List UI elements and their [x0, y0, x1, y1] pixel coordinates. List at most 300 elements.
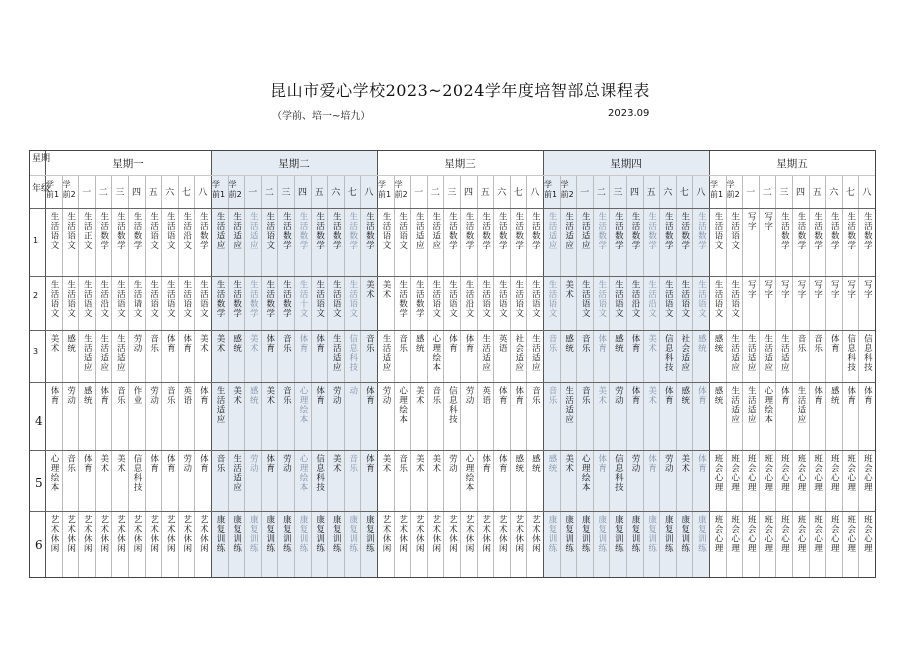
schedule-cell: 艺术休闲: [464, 515, 474, 553]
schedule-cell: 班会心理: [713, 515, 723, 553]
row-divider: [30, 577, 875, 578]
schedule-cell: 生活数学: [497, 212, 508, 250]
schedule-cell: 生活语文: [696, 280, 707, 318]
schedule-cell: 生活适应: [381, 334, 391, 372]
schedule-cell: 班会心理: [845, 515, 856, 553]
class-header: 学前1: [378, 180, 392, 199]
column-divider: [111, 175, 112, 578]
schedule-cell: 班会心理: [779, 515, 790, 553]
class-header: 四: [630, 188, 640, 198]
schedule-cell: 生活数学: [829, 212, 840, 250]
schedule-cell: 艺术休闲: [148, 515, 159, 553]
class-header: 一: [746, 188, 756, 198]
schedule-cell: 生活数学: [613, 212, 624, 250]
schedule-cell: 艺术休闲: [530, 515, 541, 553]
schedule-cell: 音乐: [580, 334, 591, 353]
schedule-cell: 作业: [132, 386, 142, 405]
schedule-cell: 美术: [198, 334, 209, 353]
class-header: 七: [181, 188, 191, 198]
schedule-cell: 音乐: [115, 386, 126, 405]
schedule-cell: 写字: [845, 280, 856, 299]
schedule-cell: 艺术休闲: [447, 515, 458, 553]
schedule-cell: 生活沿文: [181, 212, 192, 250]
schedule-cell: 生活适应: [215, 212, 225, 250]
day-header-friday: 星期五: [776, 158, 808, 170]
row-divider: [30, 330, 875, 331]
schedule-cell: 社会适应: [513, 334, 524, 372]
schedule-cell: 生活适应: [729, 386, 740, 424]
schedule-cell: 感统: [530, 454, 541, 473]
schedule-cell: 美术: [563, 454, 574, 473]
schedule-cell: 英语: [497, 334, 508, 353]
schedule-cell: 写字: [746, 280, 757, 299]
column-divider: [510, 175, 511, 578]
schedule-cell: 生活语文: [331, 280, 342, 318]
schedule-cell: 美术: [215, 334, 225, 353]
schedule-cell: 班会心理: [779, 454, 790, 492]
schedule-cell: 生活语文: [198, 280, 209, 318]
schedule-cell: 劳动: [447, 454, 458, 473]
schedule-cell: 感统: [414, 334, 425, 353]
schedule-cell: 班会心理: [746, 515, 757, 553]
schedule-cell: 班会心理: [713, 454, 723, 492]
class-header: 二: [264, 188, 274, 198]
schedule-cell: 生活沿文: [630, 280, 640, 318]
column-divider: [128, 175, 129, 578]
column-divider: [211, 151, 212, 578]
column-divider: [726, 175, 727, 578]
schedule-cell: 生活请文: [132, 280, 142, 318]
schedule-cell: 劳动: [381, 386, 391, 405]
class-header: 四: [796, 188, 806, 198]
class-header: 三: [447, 188, 457, 198]
column-divider: [427, 175, 428, 578]
schedule-cell: 艺术休闲: [98, 515, 109, 553]
class-header: 学前2: [726, 180, 740, 199]
column-divider: [560, 175, 561, 578]
schedule-cell: 英语: [480, 386, 491, 405]
corner-weekday-label: 星期: [32, 154, 51, 164]
class-header: 四: [464, 188, 474, 198]
schedule-cell: 生活语文: [264, 212, 275, 250]
schedule-cell: 艺术休闲: [82, 515, 93, 553]
schedule-cell: 信息科技: [663, 334, 674, 372]
schedule-cell: 生活语文: [148, 280, 159, 318]
class-header: 一: [580, 188, 590, 198]
schedule-cell: 生活语文: [513, 280, 524, 318]
schedule-cell: 感统: [547, 454, 557, 473]
schedule-cell: 生活语文: [729, 280, 740, 318]
column-divider: [759, 175, 760, 578]
schedule-cell: 体育: [165, 334, 176, 353]
class-header: 七: [513, 188, 523, 198]
schedule-cell: 体育: [497, 454, 508, 473]
class-header: 四: [298, 188, 308, 198]
column-divider: [709, 151, 710, 578]
schedule-cell: 生活语文: [165, 280, 176, 318]
schedule-cell: 体育: [364, 386, 375, 405]
schedule-cell: 美术: [49, 334, 59, 353]
schedule-cell: 生活语文: [547, 280, 557, 318]
class-header: 四: [132, 188, 142, 198]
schedule-cell: 艺术休闲: [414, 515, 425, 553]
schedule-cell: 康复训练: [331, 515, 342, 553]
class-header: 五: [148, 188, 158, 198]
schedule-cell: 生活语文: [713, 212, 723, 250]
column-divider: [311, 175, 312, 578]
class-header: 三: [281, 188, 291, 198]
schedule-cell: 美术: [563, 280, 574, 299]
schedule-cell: 艺术休闲: [165, 515, 176, 553]
schedule-cell: 感统: [563, 334, 574, 353]
schedule-cell: 艺术休闲: [480, 515, 491, 553]
schedule-cell: 生活数学: [812, 212, 823, 250]
schedule-cell: 体育: [314, 334, 325, 353]
schedule-cell: 生活数学: [264, 280, 275, 318]
schedule-cell: 音乐: [347, 454, 358, 473]
schedule-cell: 生活语文: [148, 212, 159, 250]
schedule-cell: 心理绘本: [464, 454, 474, 492]
schedule-cell: 音乐: [397, 454, 408, 473]
schedule-cell: 生活数学: [215, 280, 225, 318]
schedule-cell: 艺术休闲: [381, 515, 391, 553]
schedule-cell: 康复训练: [231, 515, 242, 553]
schedule-cell: 生活数学: [862, 212, 873, 250]
schedule-cell: 艺术休闲: [397, 515, 408, 553]
schedule-cell: 生活数学: [530, 212, 541, 250]
schedule-cell: 生活数学: [447, 212, 458, 250]
column-divider: [261, 175, 262, 578]
period-label: 4: [35, 414, 43, 428]
column-divider: [609, 175, 610, 578]
schedule-cell: 班会心理: [762, 515, 773, 553]
class-header: 学前2: [394, 180, 408, 199]
date-label: 2023.09: [608, 108, 650, 119]
schedule-cell: 信息科技: [862, 334, 873, 372]
schedule-cell: 心理绘本: [298, 454, 308, 492]
schedule-cell: 生活适应: [746, 334, 757, 372]
schedule-cell: 音乐: [397, 334, 408, 353]
schedule-cell: 美术: [646, 334, 657, 353]
schedule-cell: 康复训练: [563, 515, 574, 553]
schedule-cell: 生活适应: [248, 212, 259, 250]
period-label: 6: [35, 538, 43, 552]
schedule-cell: 劳动: [464, 386, 474, 405]
class-header: 三: [613, 188, 623, 198]
schedule-cell: 康复训练: [264, 515, 275, 553]
schedule-cell: 康复训练: [613, 515, 624, 553]
schedule-cell: 写字: [812, 280, 823, 299]
schedule-cell: 动: [347, 386, 358, 396]
schedule-cell: 生活沿文: [98, 280, 109, 318]
column-divider: [742, 175, 743, 578]
schedule-cell: 美术: [264, 386, 275, 405]
schedule-cell: 音乐: [281, 386, 292, 405]
schedule-cell: 体育: [98, 386, 109, 405]
schedule-cell: 劳动: [331, 386, 342, 405]
schedule-cell: 艺术休闲: [65, 515, 76, 553]
schedule-cell: 音乐: [364, 334, 375, 353]
column-divider: [394, 175, 395, 578]
schedule-cell: 生活适应: [98, 334, 109, 372]
period-label: 5: [35, 476, 43, 490]
schedule-cell: 写字: [829, 280, 840, 299]
schedule-cell: 艺术休闲: [181, 515, 192, 553]
schedule-cell: 生活十文: [298, 280, 308, 318]
schedule-cell: 英语: [181, 386, 192, 405]
schedule-cell: 生活适应: [414, 212, 425, 250]
class-header: 五: [314, 188, 324, 198]
schedule-cell: 写字: [762, 280, 773, 299]
schedule-cell: 生活语文: [713, 280, 723, 318]
column-divider: [825, 175, 826, 578]
class-header: 五: [480, 188, 490, 198]
schedule-cell: 生活数学: [646, 212, 657, 250]
schedule-cell: 生活数学: [298, 212, 308, 250]
schedule-cell: 生活适应: [82, 334, 93, 372]
schedule-cell: 生活语文: [497, 280, 508, 318]
column-divider: [543, 151, 544, 578]
schedule-cell: 康复训练: [298, 515, 308, 553]
schedule-cell: 生活数学: [779, 212, 790, 250]
row-divider: [30, 208, 875, 209]
schedule-cell: 信息科技: [347, 334, 358, 372]
schedule-cell: 艺术休闲: [497, 515, 508, 553]
schedule-cell: 体育: [696, 454, 707, 473]
schedule-cell: 信息科技: [845, 334, 856, 372]
schedule-cell: 生活语文: [65, 212, 76, 250]
schedule-cell: 生活语文: [447, 280, 458, 318]
schedule-cell: 生活语文: [65, 280, 76, 318]
column-divider: [194, 175, 195, 578]
column-divider: [344, 175, 345, 578]
schedule-cell: 生活适应: [762, 334, 773, 372]
schedule-cell: 生活数学: [132, 212, 142, 250]
schedule-cell: 体育: [181, 334, 192, 353]
row-divider: [30, 382, 875, 383]
schedule-cell: 生活数学: [513, 212, 524, 250]
schedule-cell: 音乐: [796, 334, 806, 353]
class-header: 二: [430, 188, 440, 198]
column-divider: [477, 175, 478, 578]
schedule-cell: 劳动: [613, 386, 624, 405]
schedule-cell: 生活适应: [563, 386, 574, 424]
schedule-cell: 班会心理: [746, 454, 757, 492]
schedule-cell: 体育: [264, 334, 275, 353]
schedule-cell: 艺术休闲: [132, 515, 142, 553]
schedule-cell: 劳动: [148, 386, 159, 405]
schedule-cell: 写字: [796, 280, 806, 299]
class-header: 三: [779, 188, 789, 198]
class-header: 学前2: [228, 180, 242, 199]
class-header: 学前1: [710, 180, 724, 199]
schedule-cell: 音乐: [547, 334, 557, 353]
schedule-cell: 生活语文: [663, 280, 674, 318]
schedule-cell: 体育: [862, 386, 873, 405]
schedule-cell: 美术: [381, 280, 391, 299]
schedule-cell: 美术: [414, 454, 425, 473]
column-divider: [676, 175, 677, 578]
schedule-cell: 音乐: [812, 334, 823, 353]
column-divider: [809, 175, 810, 578]
schedule-cell: 感统: [713, 386, 723, 405]
schedule-cell: 劳动: [248, 454, 259, 473]
class-header: 八: [364, 188, 374, 198]
schedule-cell: 体育: [148, 454, 159, 473]
schedule-cell: 艺术休闲: [198, 515, 209, 553]
schedule-cell: 劳动: [132, 334, 142, 353]
class-header: 二: [596, 188, 606, 198]
corner-grade-label: 年级: [32, 184, 51, 194]
row-divider: [30, 450, 875, 451]
schedule-cell: 康复训练: [281, 515, 292, 553]
schedule-cell: 美术: [381, 454, 391, 473]
schedule-cell: 体育: [447, 334, 458, 353]
schedule-cell: 美术: [231, 386, 242, 405]
schedule-cell: 体育: [49, 386, 59, 405]
schedule-cell: 音乐: [430, 386, 441, 405]
schedule-cell: 康复训练: [630, 515, 640, 553]
schedule-cell: 社会适应: [679, 334, 690, 372]
schedule-cell: 生活语文: [314, 280, 325, 318]
schedule-cell: 心理绘本: [49, 454, 59, 492]
period-label: 3: [33, 347, 39, 356]
column-divider: [626, 175, 627, 578]
schedule-cell: 生活语文: [165, 212, 176, 250]
column-divider: [493, 175, 494, 578]
schedule-cell: 生活数学: [115, 212, 126, 250]
schedule-cell: 劳动: [630, 454, 640, 473]
schedule-cell: 生活语文: [596, 280, 607, 318]
schedule-cell: 生活适应: [779, 334, 790, 372]
column-divider: [526, 175, 527, 578]
schedule-cell: 心理绘本: [430, 334, 441, 372]
column-divider: [576, 175, 577, 578]
class-header: 学前2: [62, 180, 76, 199]
column-divider: [161, 175, 162, 578]
schedule-cell: 体育: [845, 386, 856, 405]
schedule-cell: 写字: [762, 212, 773, 231]
schedule-cell: 美术: [115, 454, 126, 473]
schedule-cell: 生活数学: [347, 212, 358, 250]
schedule-cell: 心理绘本: [298, 386, 308, 424]
schedule-cell: 体育: [198, 386, 209, 405]
schedule-cell: 生活语文: [181, 280, 192, 318]
schedule-cell: 音乐: [530, 386, 541, 405]
schedule-cell: 美术: [596, 386, 607, 405]
class-header: 八: [530, 188, 540, 198]
schedule-cell: 音乐: [148, 334, 159, 353]
column-divider: [410, 175, 411, 578]
schedule-cell: 生活数学: [663, 212, 674, 250]
column-divider: [659, 175, 660, 578]
schedule-cell: 生活语文: [397, 212, 408, 250]
class-header: 六: [165, 188, 175, 198]
class-header: 六: [663, 188, 673, 198]
column-divider: [858, 175, 859, 578]
schedule-cell: 劳动: [181, 454, 192, 473]
class-header: 六: [331, 188, 341, 198]
schedule-cell: 生活语文: [679, 280, 690, 318]
schedule-cell: 感统: [829, 386, 840, 405]
schedule-cell: 生活语文: [580, 280, 591, 318]
schedule-cell: 生活适应: [115, 334, 126, 372]
schedule-cell: 生活语文: [613, 280, 624, 318]
schedule-cell: 生活语文: [49, 212, 59, 250]
schedule-cell: 生活适应: [547, 212, 557, 250]
schedule-cell: 感统: [248, 386, 259, 405]
schedule-cell: 感统: [713, 334, 723, 353]
schedule-cell: 心理绘本: [762, 386, 773, 424]
schedule-cell: 生活数学: [679, 212, 690, 250]
schedule-cell: 感统: [65, 334, 76, 353]
schedule-cell: 信息科技: [613, 454, 624, 492]
schedule-cell: 体育: [829, 334, 840, 353]
day-header-wednesday: 星期三: [444, 158, 476, 170]
schedule-cell: 生活适应: [530, 334, 541, 372]
row-divider: [30, 511, 875, 512]
schedule-cell: 体育: [364, 454, 375, 473]
schedule-cell: 康复训练: [646, 515, 657, 553]
schedule-cell: 生活适应: [746, 386, 757, 424]
class-header: 学前1: [46, 180, 60, 199]
schedule-cell: 美术: [364, 280, 375, 299]
schedule-cell: 体育: [198, 454, 209, 473]
schedule-cell: 生活数学: [198, 212, 209, 250]
column-divider: [443, 175, 444, 578]
column-divider: [775, 175, 776, 578]
day-header-monday: 星期一: [112, 158, 144, 170]
schedule-cell: 生活语文: [430, 280, 441, 318]
schedule-cell: 生活语文: [729, 212, 740, 250]
schedule-cell: 班会心理: [729, 454, 740, 492]
class-header: 学前1: [544, 180, 558, 199]
schedule-cell: 劳动: [663, 454, 674, 473]
column-divider: [145, 175, 146, 578]
class-header: 八: [198, 188, 208, 198]
schedule-cell: 信息科技: [132, 454, 142, 492]
schedule-cell: 美术: [646, 386, 657, 405]
schedule-cell: 康复训练: [248, 515, 259, 553]
schedule-cell: 生活适应: [215, 386, 225, 424]
schedule-cell: 体育: [497, 386, 508, 405]
schedule-cell: 生活适应: [430, 212, 441, 250]
schedule-cell: 美术: [248, 334, 259, 353]
column-divider: [875, 151, 876, 578]
schedule-cell: 生活适应: [331, 334, 342, 372]
schedule-cell: 康复训练: [364, 515, 375, 553]
schedule-cell: 写字: [779, 280, 790, 299]
column-divider: [294, 175, 295, 578]
class-header: 七: [845, 188, 855, 198]
class-header: 一: [414, 188, 424, 198]
schedule-cell: 体育: [630, 386, 640, 405]
row-divider: [30, 175, 875, 176]
schedule-cell: 感统: [513, 454, 524, 473]
schedule-cell: 生活语文: [347, 280, 358, 318]
schedule-table: [29, 150, 876, 578]
schedule-cell: 康复训练: [679, 515, 690, 553]
schedule-cell: 生活数学: [281, 212, 292, 250]
column-divider: [327, 175, 328, 578]
schedule-cell: 班会心理: [829, 515, 840, 553]
class-header: 三: [115, 188, 125, 198]
schedule-cell: 班会心理: [796, 454, 806, 492]
schedule-cell: 康复训练: [696, 515, 707, 553]
schedule-cell: 生活语文: [115, 280, 126, 318]
schedule-cell: 生活数学: [796, 212, 806, 250]
schedule-cell: 美术: [331, 454, 342, 473]
